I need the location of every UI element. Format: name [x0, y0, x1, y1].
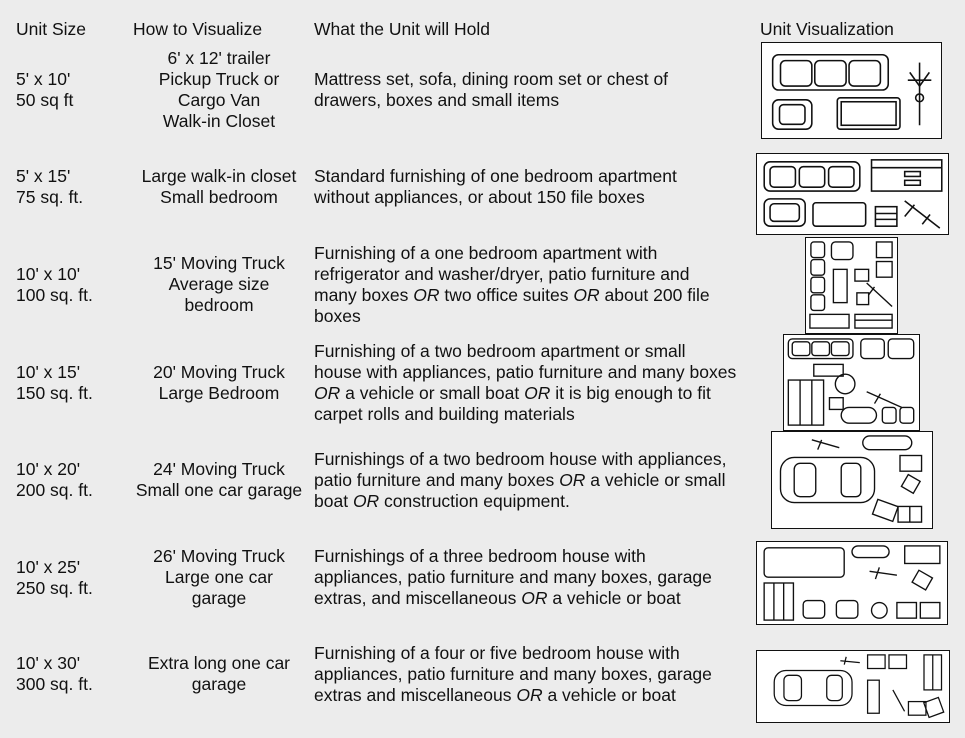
unit-holds-cell [314, 546, 754, 609]
header-what-unit-holds: What the Unit will Hold [314, 19, 491, 39]
header-unit-size: Unit Size [16, 19, 87, 39]
unit-holds-cell [314, 166, 754, 208]
holds-line: Furnishing of a four or five bedroom house with [314, 643, 680, 663]
how-to-visualize-cell: 6' x 12' trailer Pickup Truck or Cargo Van Walk-in Closet [158, 48, 280, 131]
holds-line: boat OR construction equipment. [314, 491, 570, 511]
holds-line: many boxes OR two office suites OR about 200 file [314, 285, 710, 305]
holds-line: extras and miscellaneous OR a vehicle or boat [314, 685, 676, 705]
unit-holds-cell [314, 341, 754, 425]
holds-line: refrigerator and washer/dryer, patio furniture and [314, 264, 690, 284]
holds-line: Furnishing of a two bedroom apartment or small [314, 341, 686, 361]
unit-10x30-layout-icon [756, 650, 950, 723]
how-to-visualize-cell: 26' Moving Truck Large one car garage [153, 546, 285, 608]
how-to-visualize-cell: Extra long one car garage [147, 653, 291, 694]
how-to-visualize-cell: Large walk-in closet Small bedroom [141, 166, 297, 207]
unit-holds-cell [314, 643, 754, 706]
how-to-visualize-cell: 24' Moving Truck Small one car garage [135, 459, 303, 500]
holds-line: Standard furnishing of one bedroom apartment [314, 166, 677, 186]
how-to-visualize-cell: 20' Moving Truck Large Bedroom [153, 362, 285, 403]
holds-line: appliances, patio furniture and many boxes, garage [314, 567, 712, 587]
unit-10x15-layout-icon [783, 334, 920, 431]
header-unit-visualization: Unit Visualization [760, 19, 894, 39]
holds-line: Furnishings of a two bedroom house with appliances, [314, 449, 727, 469]
holds-line: carpet rolls and building materials [314, 404, 575, 424]
unit-10x20-layout-icon [771, 431, 933, 529]
header-how-to-visualize: How to Visualize [133, 19, 263, 39]
holds-line: extras, and miscellaneous OR a vehicle or boat [314, 588, 681, 608]
holds-line: Furnishings of a three bedroom house with [314, 546, 646, 566]
unit-5x10-layout-icon [761, 42, 942, 139]
holds-line: house with appliances, patio furniture and many boxes [314, 362, 737, 382]
unit-holds-cell [314, 243, 754, 327]
unit-holds-cell [314, 69, 754, 111]
unit-size-cell: 10' x 10' 100 sq. ft. [16, 264, 93, 305]
unit-10x25-layout-icon [756, 541, 948, 625]
holds-line: patio furniture and many boxes OR a vehicle or small [314, 470, 726, 490]
holds-line: drawers, boxes and small items [314, 90, 560, 110]
unit-holds-cell [314, 449, 754, 512]
unit-size-cell: 5' x 10' 50 sq ft [16, 69, 74, 110]
unit-size-cell: 5' x 15' 75 sq. ft. [16, 166, 84, 207]
holds-line: Mattress set, sofa, dining room set or chest of [314, 69, 669, 89]
unit-size-cell: 10' x 15' 150 sq. ft. [16, 362, 93, 403]
holds-line: boxes [314, 306, 361, 326]
holds-line: appliances, patio furniture and many boxes, garage [314, 664, 712, 684]
unit-10x10-layout-icon [805, 237, 898, 334]
holds-line: Furnishing of a one bedroom apartment with [314, 243, 658, 263]
unit-5x15-layout-icon [756, 153, 949, 235]
unit-size-cell: 10' x 25' 250 sq. ft. [16, 557, 93, 598]
holds-line: OR a vehicle or small boat OR it is big enough to fit [314, 383, 711, 403]
unit-size-cell: 10' x 20' 200 sq. ft. [16, 459, 93, 500]
unit-size-cell: 10' x 30' 300 sq. ft. [16, 653, 93, 694]
how-to-visualize-cell: 15' Moving Truck Average size bedroom [153, 253, 285, 315]
holds-line: without appliances, or about 150 file boxes [314, 187, 645, 207]
